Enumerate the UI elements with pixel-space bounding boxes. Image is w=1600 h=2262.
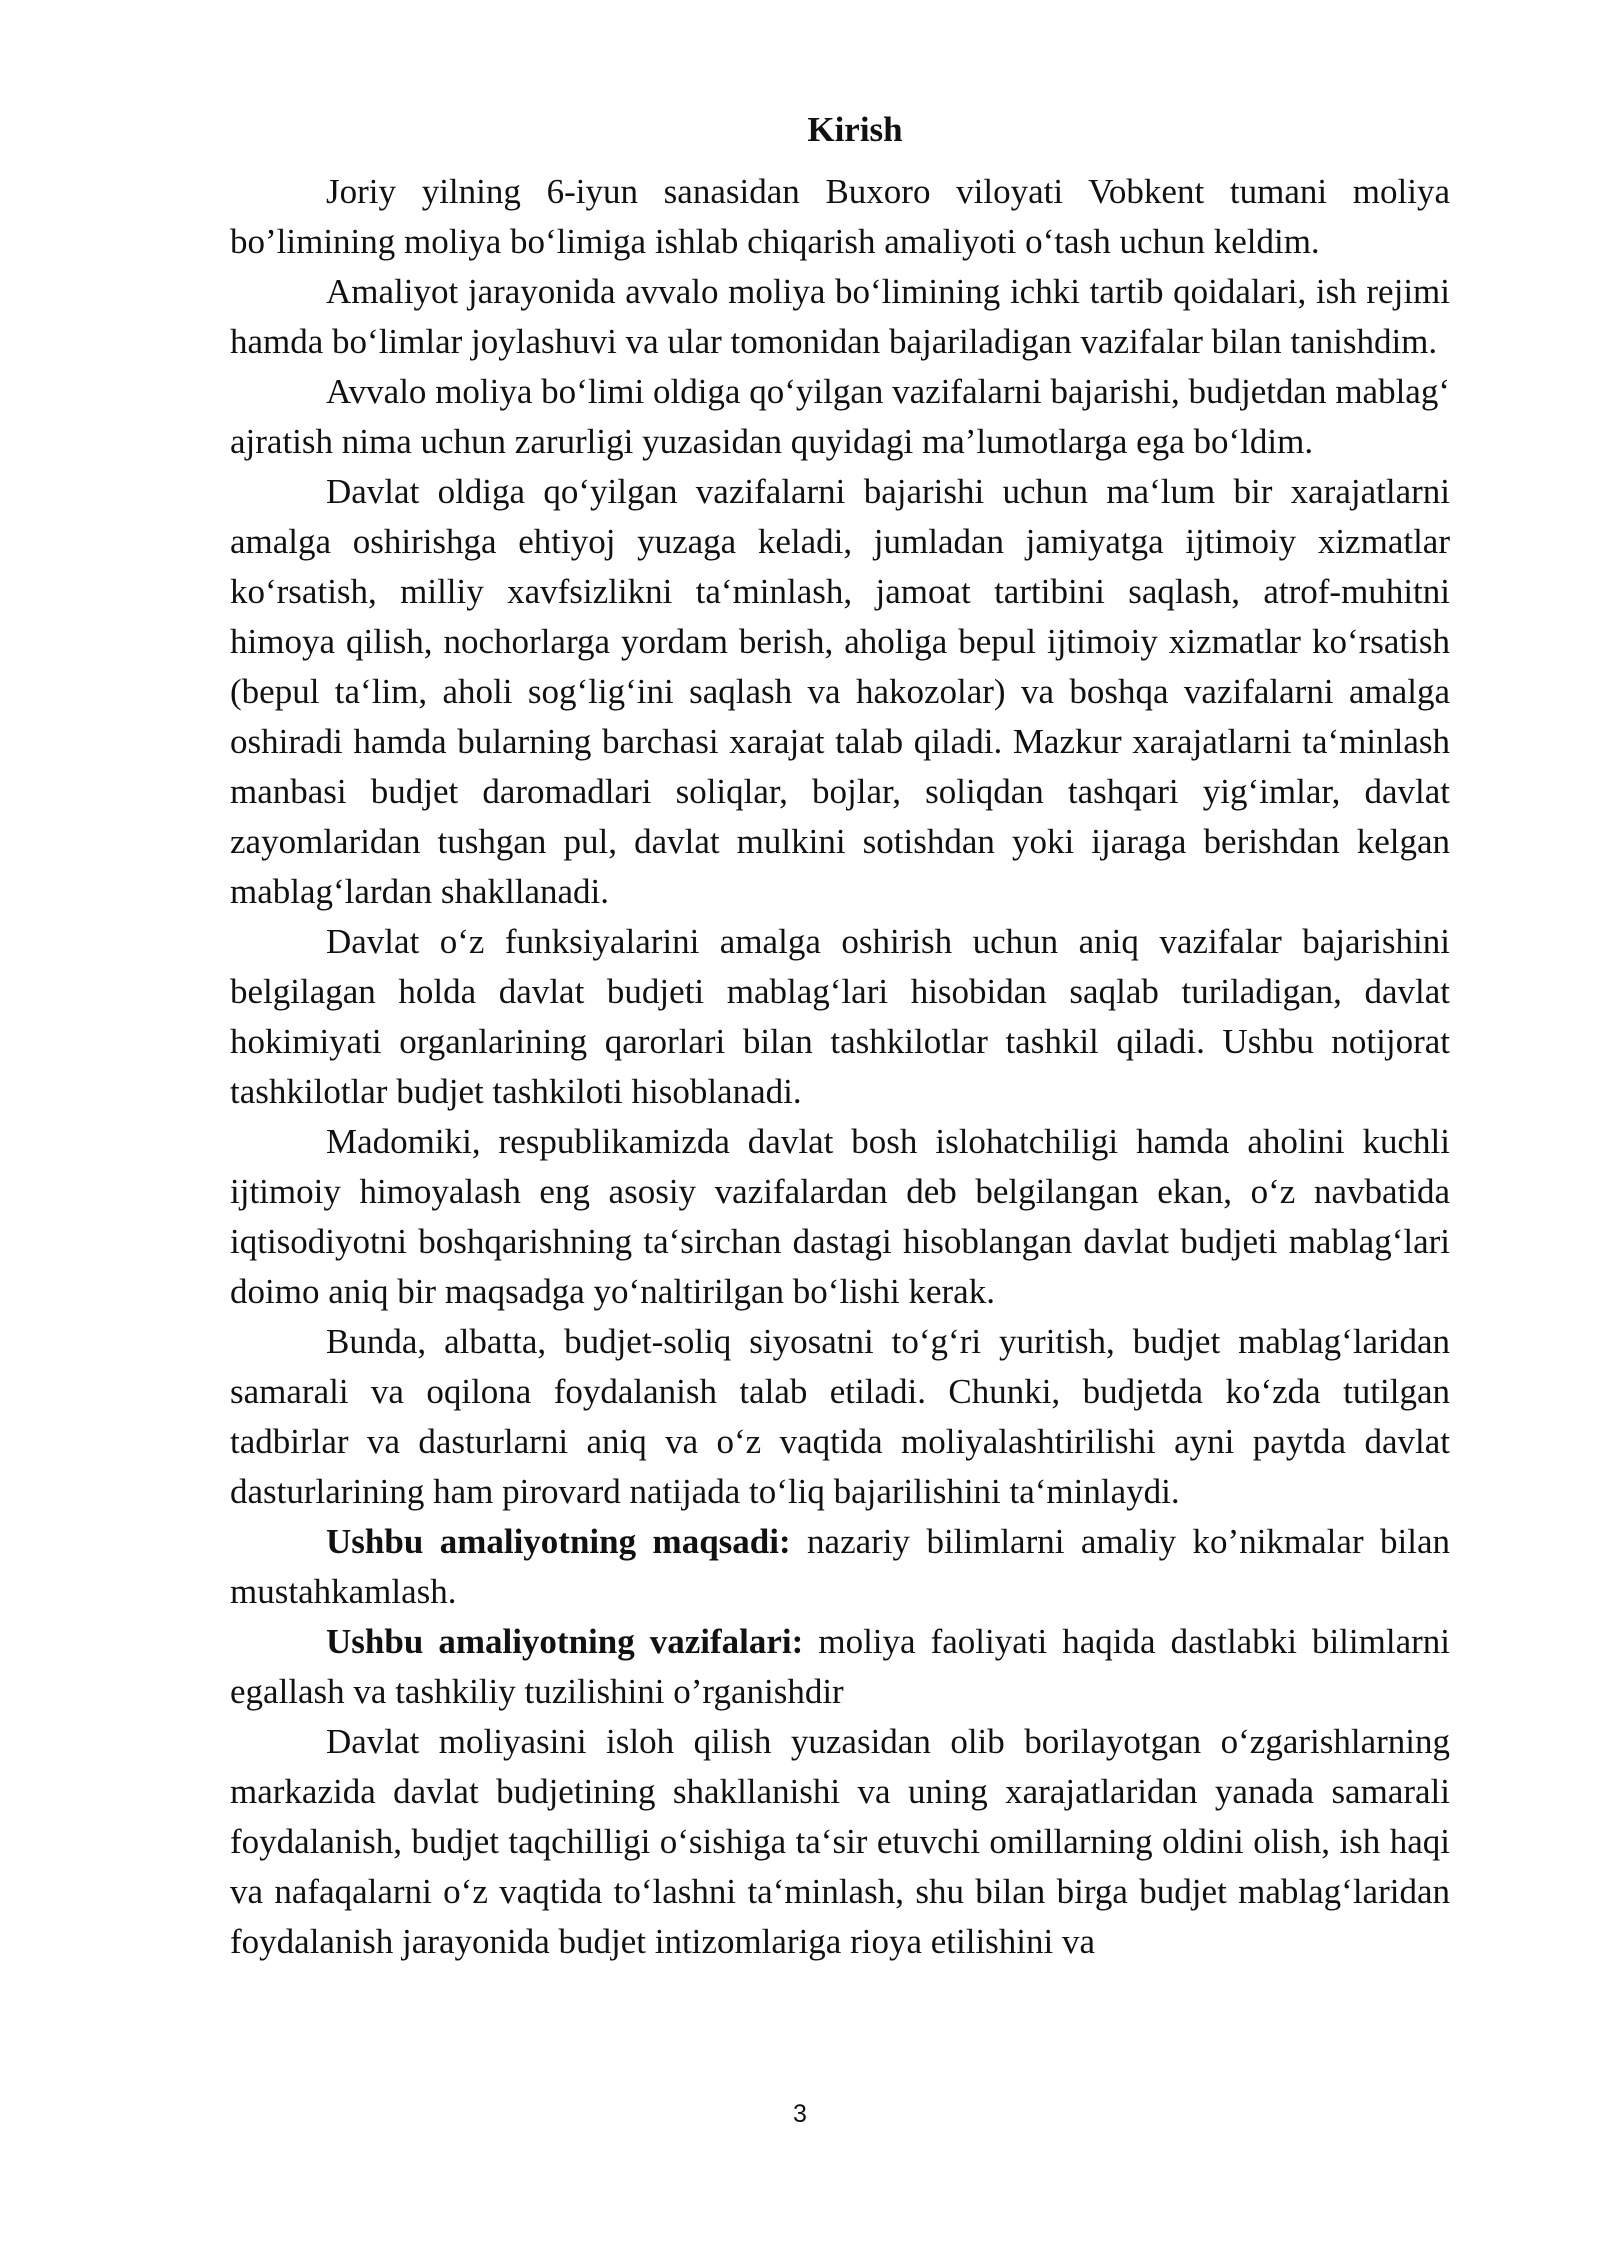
paragraph-budget-allocation: Avvalo moliya bo‘limi oldiga qo‘yilgan vazifalarni bajarishi, budjetdan mablag‘ ajratish nima uchun zarurligi yuzasidan quyidagi ma’lumotlarga ega bo‘ldim. xyxy=(230,372,1450,461)
goal-text: nazariy bilimlarni amaliy ko’nikmalar bilan mustahkamlash. xyxy=(230,1522,1450,1611)
page-title: Kirish xyxy=(807,110,903,149)
paragraph-budget-organizations: Davlat o‘z funksiyalarini amalga oshirish uchun aniq vazifalar bajarishini belgilagan holda davlat budjeti mablag‘lari hisobidan saqlab turiladigan, davlat hokimiyati organlarining qarorlari bilan tashkilotlar tashkil qiladi. Ushbu notijorat tashkilotlar budjet tashkiloti hisoblanadi. xyxy=(230,922,1450,1111)
paragraph-practice-process: Amaliyot jarayonida avvalo moliya bo‘limining ichki tartib qoidalari, ish rejimi hamda bo‘limlar joylashuvi va ular tomonidan bajariladigan vazifalar bilan tanishdim. xyxy=(230,272,1450,361)
paragraph-practice-tasks xyxy=(230,1617,1450,1717)
tasks-text: moliya faoliyati haqida dastlabki bilimlarni egallash va tashkiliy tuzilishini o’rganishdir xyxy=(230,1622,1450,1711)
paragraph-finance-reform: Davlat moliyasini isloh qilish yuzasidan olib borilayotgan o‘zgarishlarning markazida davlat budjetining shakllanishi va uning xarajatlaridan yanada samarali foydalanish, budjet taqchilligi o‘sishiga ta‘sir etuvchi omillarning oldini olish, ish haqi va nafaqalarni o‘z vaqtida to‘lashni ta‘minlash, shu bilan birga budjet mablag‘laridan foydalanish jarayonida budjet intizomlariga rioya etilishini va xyxy=(230,1722,1450,1961)
paragraph-practice-goal xyxy=(230,1517,1450,1617)
page-body xyxy=(230,105,1450,1967)
paragraph-social-protection: Madomiki, respublikamizda davlat bosh islohatchiligi hamda aholini kuchli ijtimoiy himoyalash eng asosiy vazifalardan deb belgilangan ekan, o‘z navbatida iqtisodiyotni boshqarishning ta‘sirchan dastagi hisoblangan davlat budjeti mablag‘lari doimo aniq bir maqsadga yo‘naltirilgan bo‘lishi kerak. xyxy=(230,1122,1450,1311)
paragraph-fiscal-policy: Bunda, albatta, budjet-soliq siyosatni to‘g‘ri yuritish, budjet mablag‘laridan samarali va oqilona foydalanish talab etiladi. Chunki, budjetda ko‘zda tutilgan tadbirlar va dasturlarni aniq va o‘z vaqtida moliyalashtirilishi ayni paytda davlat dasturlarining ham pirovard natijada to‘liq bajarilishini ta‘minlaydi. xyxy=(230,1322,1450,1511)
tasks-label: Ushbu amaliyotning vazifalari: xyxy=(326,1622,804,1661)
goal-label: Ushbu amaliyotning maqsadi: xyxy=(326,1522,791,1561)
paragraph-intro: Joriy yilning 6-iyun sanasidan Buxoro viloyati Vobkent tumani moliya bo’limining moliya bo‘limiga ishlab chiqarish amaliyoti o‘tash uchun keldim. xyxy=(230,172,1450,261)
paragraph-state-expenses: Davlat oldiga qo‘yilgan vazifalarni bajarishi uchun ma‘lum bir xarajatlarni amalga oshirishga ehtiyoj yuzaga keladi, jumladan jamiyatga ijtimoiy xizmatlar ko‘rsatish, milliy xavfsizlikni ta‘minlash, jamoat tartibini saqlash, atrof-muhitni himoya qilish, nochorlarga yordam berish, aholiga bepul ijtimoiy xizmatlar ko‘rsatish (bepul ta‘lim, aholi sog‘lig‘ini saqlash va hakozolar) va boshqa vazifalarni amalga oshiradi hamda bularning barchasi xarajat talab qiladi. Mazkur xarajatlarni ta‘minlash manbasi budjet daromadlari soliqlar, bojlar, soliqdan tashqari yig‘imlar, davlat zayomlaridan tushgan pul, davlat mulkini sotishdan yoki ijaraga berishdan kelgan mablag‘lardan shakllanadi. xyxy=(230,472,1450,911)
page-number: 3 xyxy=(793,2100,807,2128)
